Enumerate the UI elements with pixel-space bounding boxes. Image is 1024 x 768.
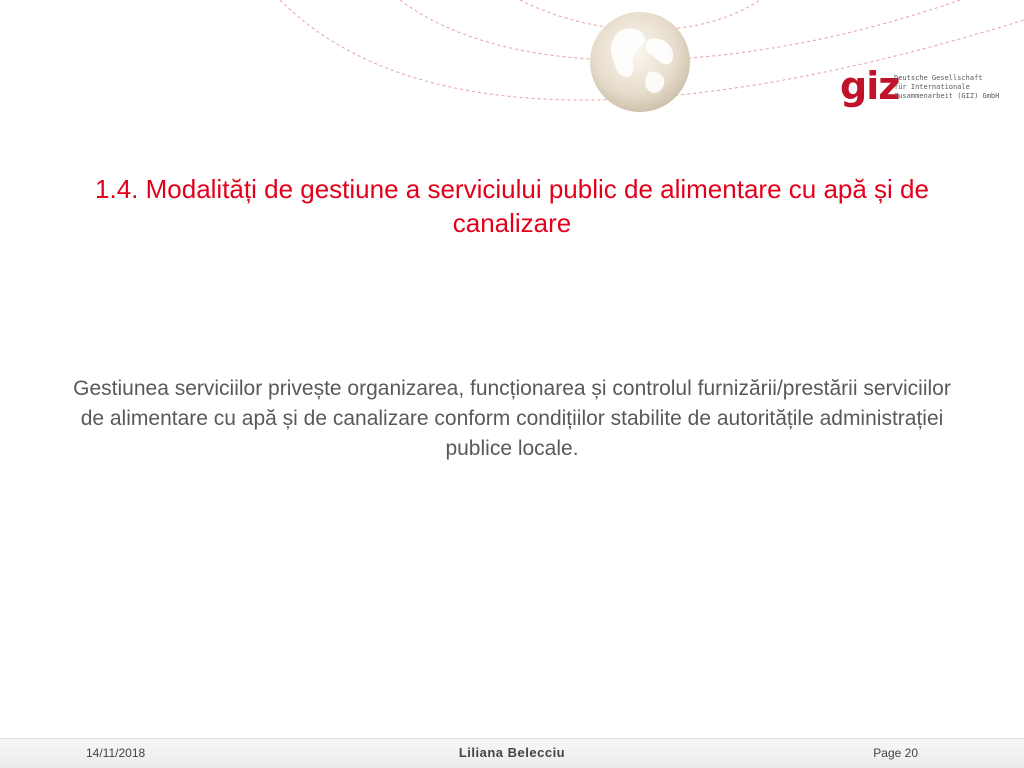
giz-logo-text xyxy=(894,74,999,101)
giz-logo-mark: giz xyxy=(840,64,900,108)
globe-icon xyxy=(588,10,692,114)
footer-date: 14/11/2018 xyxy=(86,746,146,760)
giz-logo-line: Deutsche Gesellschaft xyxy=(894,74,983,82)
footer-author: Liliana Belecciu xyxy=(458,745,566,760)
slide-body-text: Gestiunea serviciilor privește organizarea, funcționarea și controlul furnizării/prestării serviciilor de alimentare cu apă și de canalizare conform condițiilor stabilite de autoritățile administrației publice locale. xyxy=(73,377,951,460)
footer xyxy=(0,738,1024,768)
giz-logo xyxy=(840,66,1000,110)
giz-logo-line: für Internationale xyxy=(894,83,970,91)
slide-title: 1.4. Modalități de gestiune a serviciului public de alimentare cu apă și de canalizare xyxy=(95,174,929,238)
footer-page-number: Page 20 xyxy=(873,746,918,760)
giz-logo-line: Zusammenarbeit (GIZ) GmbH xyxy=(894,92,1000,100)
